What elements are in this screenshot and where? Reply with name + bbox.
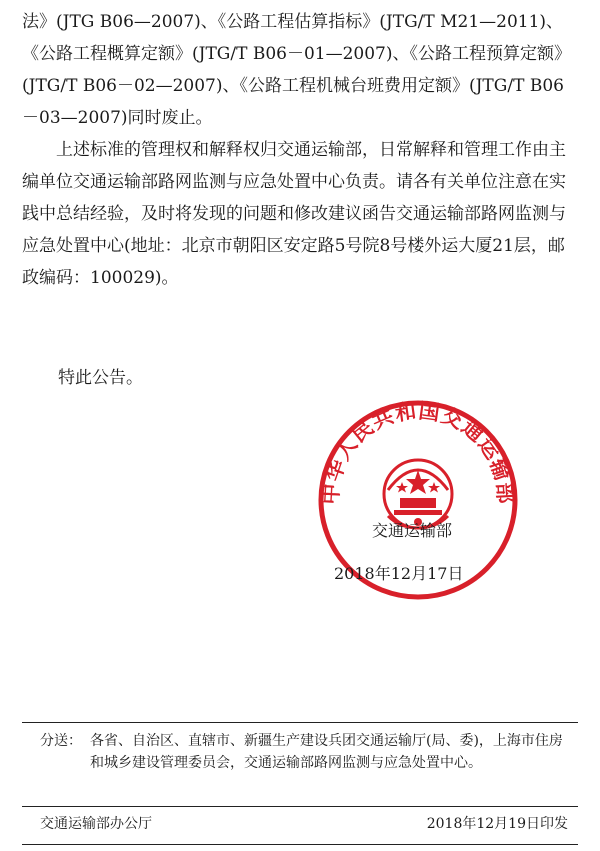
signing-organization: 交通运输部 (372, 521, 453, 540)
paragraph-continuation: 法》(JTG B06—2007)、《公路工程估算指标》(JTG/T M21—2011)、《公路工程概算定额》(JTG/T B06－01—2007)、《公路工程预算定额》(JTG/T B06－02—2007)、《公路工程机械台班费用定额》(JTG/T B06－03—2007)同时废止。 (22, 12, 571, 128)
signing-date: 2018年12月17日 (334, 564, 464, 583)
issuing-office: 交通运输部办公厅 (40, 816, 152, 832)
distribution-list (40, 730, 570, 774)
distribution-recipients: 各省、自治区、直辖市、新疆生产建设兵团交通运输厅(局、委)，上海市住房和城乡建设管理委员会，交通运输部路网监测与应急处置中心。 (90, 733, 563, 771)
divider-bottom (22, 844, 578, 845)
closing-notice: 特此公告。 (58, 368, 143, 388)
distribution-label: 分送： (40, 733, 82, 749)
divider-middle (22, 806, 578, 807)
divider-top (22, 722, 578, 723)
paragraph-management: 上述标准的管理权和解释权归交通运输部，日常解释和管理工作由主编单位交通运输部路网监测与应急处置中心负责。请各有关单位注意在实践中总结经验，及时将发现的问题和修改建议函告交通运输部路网监测与应急处置中心(地址：北京市朝阳区安定路5号院8号楼外运大厦21层，邮政编码：100029)。 (22, 140, 566, 288)
print-date: 2018年12月19日印发 (426, 816, 568, 832)
document-body (22, 6, 578, 294)
svg-text:中华人民共和国交通运输部: 中华人民共和国交通运输部 (317, 398, 519, 506)
